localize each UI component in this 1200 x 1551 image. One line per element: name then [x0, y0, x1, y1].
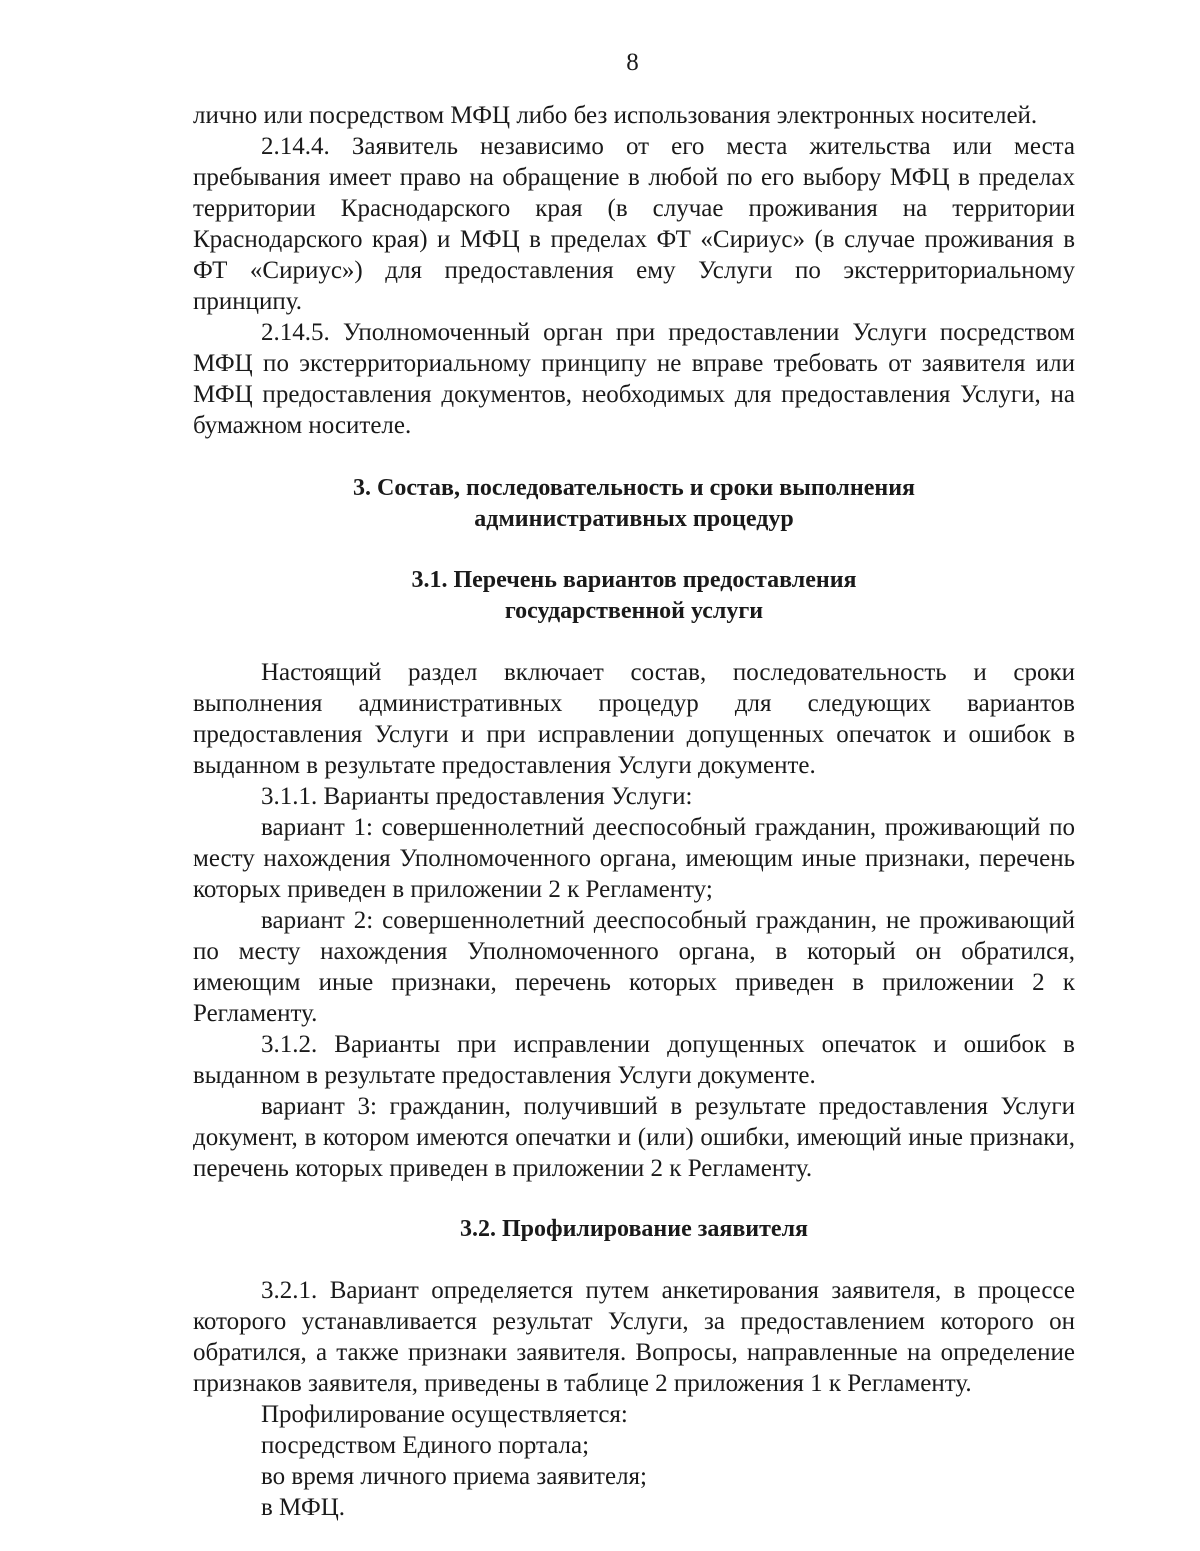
paragraph-3-1-2: 3.1.2. Варианты при исправлении допущенных опечаток и ошибок в выданном в результате предоставления Услуги документе.	[193, 1031, 1075, 1089]
page-number: 8	[626, 49, 639, 76]
section-3-2-heading: 3.2. Профилирование заявителя	[459, 1216, 809, 1242]
paragraph-2-14-4: 2.14.4. Заявитель независимо от его места жительства или места пребывания имеет право на обращение в любой по его выбору МФЦ в пределах территории Краснодарского края (в случае проживания на территории Краснодарского края) и МФЦ в пределах ФТ «Сириус» (в случае проживания в ФТ «Сириус») для предоставления ему Услуги по экстерриториальному принципу.	[193, 133, 1075, 315]
document-body	[193, 100, 1075, 1523]
section-3-heading-line-1: 3. Состав, последовательность и сроки выполнения	[352, 475, 916, 501]
paragraph-2-14-5: 2.14.5. Уполномоченный орган при предоставлении Услуги посредством МФЦ по экстерриториальному принципу не вправе требовать от заявителя или МФЦ предоставления документов, необходимых для предоставления Услуги, на бумажном носителе.	[193, 319, 1075, 439]
paragraph-3-1-1: 3.1.1. Варианты предоставления Услуги:	[261, 783, 693, 810]
profiling-item-mfc: в МФЦ.	[261, 1494, 346, 1521]
profiling-item-portal: посредством Единого портала;	[261, 1432, 590, 1459]
section-3-1-heading	[193, 565, 1075, 627]
paragraph-profiling: Профилирование осуществляется:	[261, 1401, 628, 1428]
section-3-heading-line-2: административных процедур	[474, 506, 794, 532]
paragraph-variant-3: вариант 3: гражданин, получивший в результате предоставления Услуги документ, в котором имеются опечатки и (или) ошибки, имеющий иные признаки, перечень которых приведен в приложении 2 к Регламенту.	[193, 1093, 1075, 1182]
paragraph-3-2-1: 3.2.1. Вариант определяется путем анкетирования заявителя, в процессе которого устанавливается результат Услуги, за предоставлением которого он обратился, а также признаки заявителя. Вопросы, направленные на определение признаков заявителя, приведены в таблице 2 приложения 1 к Регламенту.	[193, 1277, 1075, 1397]
section-3-1-heading-line-2: государственной услуги	[504, 598, 764, 624]
section-3-1-heading-line-1: 3.1. Перечень вариантов предоставления	[411, 567, 857, 593]
paragraph-variant-1: вариант 1: совершеннолетний дееспособный гражданин, проживающий по месту нахождения Уполномоченного органа, имеющим иные признаки, перечень которых приведен в приложении 2 к Регламенту;	[193, 814, 1075, 903]
paragraph-intro: Настоящий раздел включает состав, последовательность и сроки выполнения административных процедур для следующих вариантов предоставления Услуги и при исправлении допущенных опечаток и ошибок в выданном в результате предоставления Услуги документе.	[193, 659, 1075, 779]
profiling-item-personal: во время личного приема заявителя;	[261, 1463, 647, 1490]
paragraph-variant-2: вариант 2: совершеннолетний дееспособный гражданин, не проживающий по месту нахождения Уполномоченного органа, в который он обратился, имеющим иные признаки, перечень которых приведен в приложении 2 к Регламенту.	[193, 907, 1075, 1027]
section-3-heading	[193, 473, 1075, 535]
continuation-line: лично или посредством МФЦ либо без использования электронных носителей.	[193, 102, 1038, 129]
